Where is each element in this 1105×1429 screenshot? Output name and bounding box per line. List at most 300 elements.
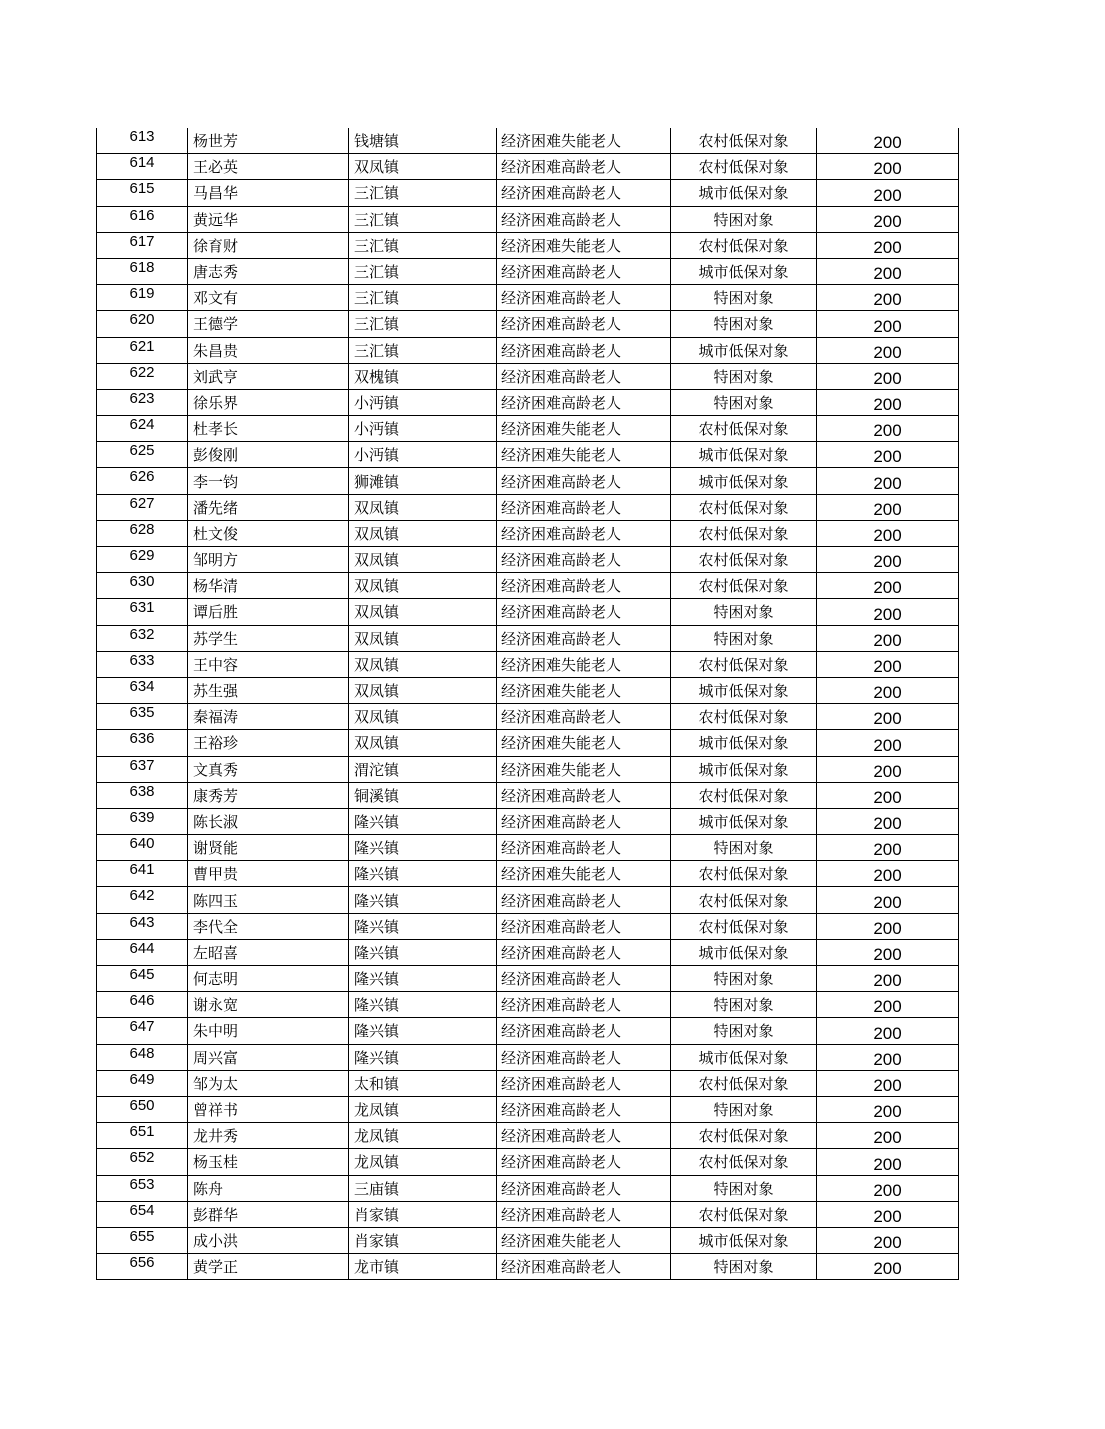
amount-cell: 200 (817, 992, 959, 1018)
type-cell: 农村低保对象 (671, 704, 817, 730)
row-number-cell: 630 (97, 573, 188, 599)
amount-cell: 200 (817, 913, 959, 939)
name-cell: 马昌华 (188, 180, 349, 206)
name-cell: 周兴富 (188, 1044, 349, 1070)
category-cell: 经济困难高龄老人 (497, 1123, 671, 1149)
category-cell: 经济困难高龄老人 (497, 1254, 671, 1280)
category-cell: 经济困难高龄老人 (497, 258, 671, 284)
row-number-cell: 649 (97, 1070, 188, 1096)
town-cell: 双凤镇 (349, 494, 497, 520)
type-cell: 农村低保对象 (671, 494, 817, 520)
table-row (97, 1254, 959, 1280)
town-cell: 铜溪镇 (349, 782, 497, 808)
town-cell: 双槐镇 (349, 363, 497, 389)
table-row (97, 1070, 959, 1096)
type-cell: 特困对象 (671, 992, 817, 1018)
row-number-cell: 641 (97, 861, 188, 887)
amount-cell: 200 (817, 285, 959, 311)
row-number-cell: 634 (97, 677, 188, 703)
category-cell: 经济困难高龄老人 (497, 311, 671, 337)
type-cell: 城市低保对象 (671, 808, 817, 834)
table-row (97, 180, 959, 206)
town-cell: 隆兴镇 (349, 1044, 497, 1070)
name-cell: 黄远华 (188, 206, 349, 232)
category-cell: 经济困难高龄老人 (497, 887, 671, 913)
type-cell: 特困对象 (671, 206, 817, 232)
table-row (97, 651, 959, 677)
town-cell: 双凤镇 (349, 520, 497, 546)
row-number-cell: 652 (97, 1149, 188, 1175)
row-number-cell: 616 (97, 206, 188, 232)
category-cell: 经济困难高龄老人 (497, 389, 671, 415)
category-cell: 经济困难高龄老人 (497, 939, 671, 965)
amount-cell: 200 (817, 756, 959, 782)
table-row (97, 913, 959, 939)
town-cell: 三汇镇 (349, 311, 497, 337)
table-row (97, 468, 959, 494)
type-cell: 农村低保对象 (671, 232, 817, 258)
amount-cell: 200 (817, 1044, 959, 1070)
amount-cell: 200 (817, 547, 959, 573)
table-row (97, 1123, 959, 1149)
category-cell: 经济困难高龄老人 (497, 363, 671, 389)
name-cell: 邹明方 (188, 547, 349, 573)
name-cell: 彭群华 (188, 1201, 349, 1227)
type-cell: 特困对象 (671, 1018, 817, 1044)
category-cell: 经济困难高龄老人 (497, 913, 671, 939)
amount-cell: 200 (817, 468, 959, 494)
type-cell: 城市低保对象 (671, 337, 817, 363)
amount-cell: 200 (817, 1175, 959, 1201)
town-cell: 隆兴镇 (349, 808, 497, 834)
town-cell: 双凤镇 (349, 599, 497, 625)
town-cell: 太和镇 (349, 1070, 497, 1096)
category-cell: 经济困难失能老人 (497, 730, 671, 756)
amount-cell: 200 (817, 337, 959, 363)
row-number-cell: 620 (97, 311, 188, 337)
amount-cell: 200 (817, 232, 959, 258)
row-number-cell: 645 (97, 966, 188, 992)
row-number-cell: 627 (97, 494, 188, 520)
category-cell: 经济困难高龄老人 (497, 285, 671, 311)
name-cell: 曹甲贵 (188, 861, 349, 887)
amount-cell: 200 (817, 180, 959, 206)
type-cell: 城市低保对象 (671, 1227, 817, 1253)
row-number-cell: 629 (97, 547, 188, 573)
town-cell: 肖家镇 (349, 1227, 497, 1253)
amount-cell: 200 (817, 206, 959, 232)
table-row (97, 1149, 959, 1175)
table-row (97, 1018, 959, 1044)
name-cell: 谢贤能 (188, 835, 349, 861)
category-cell: 经济困难高龄老人 (497, 966, 671, 992)
table-row (97, 1044, 959, 1070)
recipients-table (96, 128, 959, 1280)
amount-cell: 200 (817, 416, 959, 442)
type-cell: 农村低保对象 (671, 651, 817, 677)
town-cell: 隆兴镇 (349, 939, 497, 965)
table-row (97, 232, 959, 258)
amount-cell: 200 (817, 1254, 959, 1280)
row-number-cell: 614 (97, 154, 188, 180)
town-cell: 钱塘镇 (349, 128, 497, 154)
table-row (97, 1175, 959, 1201)
name-cell: 谭后胜 (188, 599, 349, 625)
row-number-cell: 637 (97, 756, 188, 782)
amount-cell: 200 (817, 389, 959, 415)
type-cell: 城市低保对象 (671, 939, 817, 965)
table-row (97, 599, 959, 625)
document-page (96, 128, 959, 1280)
name-cell: 杜孝长 (188, 416, 349, 442)
category-cell: 经济困难失能老人 (497, 442, 671, 468)
type-cell: 特困对象 (671, 363, 817, 389)
type-cell: 特困对象 (671, 966, 817, 992)
category-cell: 经济困难高龄老人 (497, 704, 671, 730)
amount-cell: 200 (817, 442, 959, 468)
row-number-cell: 631 (97, 599, 188, 625)
row-number-cell: 636 (97, 730, 188, 756)
name-cell: 龙井秀 (188, 1123, 349, 1149)
row-number-cell: 642 (97, 887, 188, 913)
type-cell: 城市低保对象 (671, 677, 817, 703)
row-number-cell: 655 (97, 1227, 188, 1253)
category-cell: 经济困难失能老人 (497, 128, 671, 154)
amount-cell: 200 (817, 128, 959, 154)
table-row (97, 573, 959, 599)
name-cell: 杜文俊 (188, 520, 349, 546)
type-cell: 农村低保对象 (671, 520, 817, 546)
amount-cell: 200 (817, 704, 959, 730)
amount-cell: 200 (817, 966, 959, 992)
type-cell: 特困对象 (671, 389, 817, 415)
town-cell: 隆兴镇 (349, 992, 497, 1018)
category-cell: 经济困难高龄老人 (497, 494, 671, 520)
category-cell: 经济困难失能老人 (497, 651, 671, 677)
type-cell: 农村低保对象 (671, 154, 817, 180)
row-number-cell: 613 (97, 128, 188, 154)
amount-cell: 200 (817, 154, 959, 180)
row-number-cell: 644 (97, 939, 188, 965)
name-cell: 王裕珍 (188, 730, 349, 756)
type-cell: 农村低保对象 (671, 416, 817, 442)
town-cell: 隆兴镇 (349, 835, 497, 861)
table-row (97, 1096, 959, 1122)
row-number-cell: 632 (97, 625, 188, 651)
type-cell: 农村低保对象 (671, 1123, 817, 1149)
category-cell: 经济困难高龄老人 (497, 1201, 671, 1227)
type-cell: 特困对象 (671, 1175, 817, 1201)
amount-cell: 200 (817, 1201, 959, 1227)
category-cell: 经济困难高龄老人 (497, 782, 671, 808)
name-cell: 苏学生 (188, 625, 349, 651)
type-cell: 城市低保对象 (671, 756, 817, 782)
town-cell: 龙凤镇 (349, 1149, 497, 1175)
category-cell: 经济困难高龄老人 (497, 468, 671, 494)
category-cell: 经济困难高龄老人 (497, 835, 671, 861)
row-number-cell: 626 (97, 468, 188, 494)
type-cell: 特困对象 (671, 599, 817, 625)
name-cell: 曾祥书 (188, 1096, 349, 1122)
name-cell: 成小洪 (188, 1227, 349, 1253)
type-cell: 城市低保对象 (671, 258, 817, 284)
name-cell: 谢永宽 (188, 992, 349, 1018)
table-row (97, 939, 959, 965)
row-number-cell: 654 (97, 1201, 188, 1227)
amount-cell: 200 (817, 625, 959, 651)
amount-cell: 200 (817, 651, 959, 677)
amount-cell: 200 (817, 808, 959, 834)
type-cell: 城市低保对象 (671, 730, 817, 756)
name-cell: 陈四玉 (188, 887, 349, 913)
town-cell: 三汇镇 (349, 285, 497, 311)
name-cell: 杨世芳 (188, 128, 349, 154)
category-cell: 经济困难高龄老人 (497, 599, 671, 625)
table-row (97, 677, 959, 703)
category-cell: 经济困难高龄老人 (497, 1175, 671, 1201)
table-row (97, 887, 959, 913)
type-cell: 农村低保对象 (671, 128, 817, 154)
row-number-cell: 635 (97, 704, 188, 730)
name-cell: 杨华清 (188, 573, 349, 599)
name-cell: 黄学正 (188, 1254, 349, 1280)
table-row (97, 285, 959, 311)
amount-cell: 200 (817, 573, 959, 599)
type-cell: 农村低保对象 (671, 547, 817, 573)
amount-cell: 200 (817, 677, 959, 703)
name-cell: 陈舟 (188, 1175, 349, 1201)
name-cell: 朱昌贵 (188, 337, 349, 363)
type-cell: 农村低保对象 (671, 782, 817, 808)
amount-cell: 200 (817, 258, 959, 284)
town-cell: 双凤镇 (349, 704, 497, 730)
town-cell: 双凤镇 (349, 573, 497, 599)
category-cell: 经济困难失能老人 (497, 1227, 671, 1253)
table-row (97, 1227, 959, 1253)
type-cell: 城市低保对象 (671, 180, 817, 206)
name-cell: 邓文有 (188, 285, 349, 311)
name-cell: 潘先绪 (188, 494, 349, 520)
town-cell: 龙凤镇 (349, 1123, 497, 1149)
town-cell: 双凤镇 (349, 154, 497, 180)
category-cell: 经济困难失能老人 (497, 232, 671, 258)
town-cell: 三汇镇 (349, 180, 497, 206)
category-cell: 经济困难高龄老人 (497, 992, 671, 1018)
name-cell: 刘武亨 (188, 363, 349, 389)
table-row (97, 808, 959, 834)
table-row (97, 547, 959, 573)
amount-cell: 200 (817, 363, 959, 389)
table-row (97, 520, 959, 546)
table-row (97, 756, 959, 782)
table-row (97, 625, 959, 651)
amount-cell: 200 (817, 1070, 959, 1096)
table-row (97, 363, 959, 389)
town-cell: 双凤镇 (349, 730, 497, 756)
name-cell: 王必英 (188, 154, 349, 180)
town-cell: 龙市镇 (349, 1254, 497, 1280)
name-cell: 李一钧 (188, 468, 349, 494)
row-number-cell: 653 (97, 1175, 188, 1201)
row-number-cell: 619 (97, 285, 188, 311)
table-row (97, 442, 959, 468)
amount-cell: 200 (817, 1149, 959, 1175)
table-row (97, 311, 959, 337)
town-cell: 小沔镇 (349, 389, 497, 415)
row-number-cell: 623 (97, 389, 188, 415)
category-cell: 经济困难高龄老人 (497, 625, 671, 651)
row-number-cell: 622 (97, 363, 188, 389)
row-number-cell: 639 (97, 808, 188, 834)
town-cell: 小沔镇 (349, 442, 497, 468)
town-cell: 双凤镇 (349, 625, 497, 651)
type-cell: 特困对象 (671, 835, 817, 861)
type-cell: 农村低保对象 (671, 1070, 817, 1096)
type-cell: 特困对象 (671, 1254, 817, 1280)
type-cell: 特困对象 (671, 1096, 817, 1122)
type-cell: 农村低保对象 (671, 1149, 817, 1175)
town-cell: 龙凤镇 (349, 1096, 497, 1122)
table-row (97, 861, 959, 887)
name-cell: 徐育财 (188, 232, 349, 258)
town-cell: 三汇镇 (349, 258, 497, 284)
category-cell: 经济困难高龄老人 (497, 180, 671, 206)
name-cell: 王德学 (188, 311, 349, 337)
category-cell: 经济困难高龄老人 (497, 808, 671, 834)
name-cell: 苏生强 (188, 677, 349, 703)
name-cell: 王中容 (188, 651, 349, 677)
row-number-cell: 651 (97, 1123, 188, 1149)
type-cell: 城市低保对象 (671, 468, 817, 494)
amount-cell: 200 (817, 599, 959, 625)
category-cell: 经济困难高龄老人 (497, 547, 671, 573)
name-cell: 左昭喜 (188, 939, 349, 965)
amount-cell: 200 (817, 887, 959, 913)
category-cell: 经济困难失能老人 (497, 677, 671, 703)
category-cell: 经济困难高龄老人 (497, 1096, 671, 1122)
town-cell: 隆兴镇 (349, 966, 497, 992)
name-cell: 杨玉桂 (188, 1149, 349, 1175)
type-cell: 城市低保对象 (671, 1044, 817, 1070)
town-cell: 小沔镇 (349, 416, 497, 442)
table-row (97, 337, 959, 363)
row-number-cell: 615 (97, 180, 188, 206)
category-cell: 经济困难高龄老人 (497, 154, 671, 180)
amount-cell: 200 (817, 1227, 959, 1253)
category-cell: 经济困难高龄老人 (497, 1018, 671, 1044)
type-cell: 农村低保对象 (671, 1201, 817, 1227)
amount-cell: 200 (817, 782, 959, 808)
table-row (97, 782, 959, 808)
town-cell: 三汇镇 (349, 337, 497, 363)
amount-cell: 200 (817, 939, 959, 965)
row-number-cell: 628 (97, 520, 188, 546)
town-cell: 三汇镇 (349, 232, 497, 258)
type-cell: 特困对象 (671, 625, 817, 651)
row-number-cell: 618 (97, 258, 188, 284)
table-body (97, 128, 959, 1280)
name-cell: 彭俊刚 (188, 442, 349, 468)
town-cell: 渭沱镇 (349, 756, 497, 782)
row-number-cell: 624 (97, 416, 188, 442)
amount-cell: 200 (817, 861, 959, 887)
name-cell: 何志明 (188, 966, 349, 992)
type-cell: 农村低保对象 (671, 573, 817, 599)
row-number-cell: 643 (97, 913, 188, 939)
name-cell: 陈长淑 (188, 808, 349, 834)
town-cell: 双凤镇 (349, 547, 497, 573)
amount-cell: 200 (817, 494, 959, 520)
type-cell: 农村低保对象 (671, 913, 817, 939)
amount-cell: 200 (817, 835, 959, 861)
row-number-cell: 617 (97, 232, 188, 258)
row-number-cell: 646 (97, 992, 188, 1018)
category-cell: 经济困难高龄老人 (497, 520, 671, 546)
table-row (97, 389, 959, 415)
town-cell: 狮滩镇 (349, 468, 497, 494)
type-cell: 城市低保对象 (671, 442, 817, 468)
amount-cell: 200 (817, 1018, 959, 1044)
category-cell: 经济困难高龄老人 (497, 337, 671, 363)
category-cell: 经济困难高龄老人 (497, 1070, 671, 1096)
table-row (97, 730, 959, 756)
row-number-cell: 640 (97, 835, 188, 861)
table-row (97, 992, 959, 1018)
amount-cell: 200 (817, 311, 959, 337)
table-row (97, 1201, 959, 1227)
table-row (97, 206, 959, 232)
row-number-cell: 647 (97, 1018, 188, 1044)
row-number-cell: 656 (97, 1254, 188, 1280)
row-number-cell: 638 (97, 782, 188, 808)
name-cell: 朱中明 (188, 1018, 349, 1044)
amount-cell: 200 (817, 520, 959, 546)
row-number-cell: 650 (97, 1096, 188, 1122)
table-row (97, 416, 959, 442)
row-number-cell: 621 (97, 337, 188, 363)
row-number-cell: 625 (97, 442, 188, 468)
town-cell: 双凤镇 (349, 677, 497, 703)
table-row (97, 494, 959, 520)
town-cell: 三汇镇 (349, 206, 497, 232)
table-row (97, 966, 959, 992)
category-cell: 经济困难高龄老人 (497, 1044, 671, 1070)
town-cell: 隆兴镇 (349, 913, 497, 939)
category-cell: 经济困难失能老人 (497, 756, 671, 782)
table-row (97, 128, 959, 154)
table-row (97, 835, 959, 861)
town-cell: 隆兴镇 (349, 1018, 497, 1044)
category-cell: 经济困难高龄老人 (497, 573, 671, 599)
row-number-cell: 633 (97, 651, 188, 677)
name-cell: 文真秀 (188, 756, 349, 782)
category-cell: 经济困难失能老人 (497, 861, 671, 887)
name-cell: 唐志秀 (188, 258, 349, 284)
type-cell: 农村低保对象 (671, 861, 817, 887)
amount-cell: 200 (817, 1123, 959, 1149)
town-cell: 双凤镇 (349, 651, 497, 677)
table-row (97, 258, 959, 284)
table-row (97, 704, 959, 730)
type-cell: 特困对象 (671, 311, 817, 337)
name-cell: 秦福涛 (188, 704, 349, 730)
row-number-cell: 648 (97, 1044, 188, 1070)
amount-cell: 200 (817, 730, 959, 756)
town-cell: 肖家镇 (349, 1201, 497, 1227)
name-cell: 李代全 (188, 913, 349, 939)
category-cell: 经济困难高龄老人 (497, 1149, 671, 1175)
category-cell: 经济困难高龄老人 (497, 206, 671, 232)
